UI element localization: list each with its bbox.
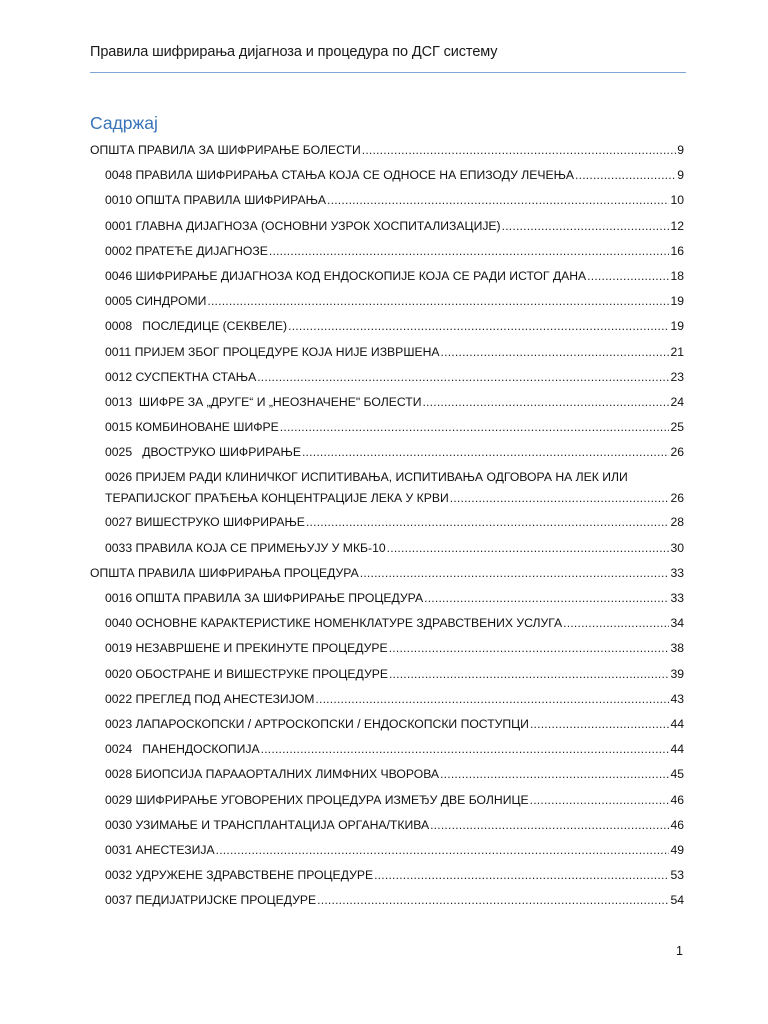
toc-entry[interactable] [90,440,684,465]
toc-entry-title: 0001 ГЛАВНА ДИЈАГНОЗА (ОСНОВНИ УЗРОК ХОСПИТАЛИЗАЦИЈЕ) [105,218,501,233]
toc-dot-leader [387,536,670,561]
toc-entry-title: 0025 ДВОСТРУКО ШИФРИРАЊЕ [105,445,301,460]
toc-entry[interactable] [90,636,684,661]
toc-entry-page: 34 [670,616,684,631]
toc-entry[interactable] [90,687,684,712]
toc-entry-page: 33 [670,565,684,580]
toc-entry-title: 0020 ОБОСТРАНЕ И ВИШЕСТРУКЕ ПРОЦЕДУРЕ [105,666,388,681]
toc-dot-leader [216,838,670,863]
toc-entry-title: 0037 ПЕДИЈАТРИЈСКЕ ПРОЦЕДУРЕ [105,893,317,908]
toc-dot-leader [424,586,669,611]
toc-entry[interactable] [90,788,684,813]
toc-entry-page: 16 [670,243,684,258]
toc-entry[interactable] [90,239,684,264]
toc-entry[interactable] [90,163,684,188]
toc-dot-leader [327,188,669,213]
toc-dot-leader [306,510,670,535]
toc-entry-title: 0027 ВИШЕСТРУКО ШИФРИРАЊЕ [105,515,305,530]
toc-dot-leader [280,415,670,440]
toc-entry[interactable] [90,188,684,213]
toc-entry-page: 54 [670,893,684,908]
toc-entry-page: 45 [670,767,684,782]
toc-dot-leader [530,788,670,813]
toc-entry-title: 0022 ПРЕГЛЕД ПОД АНЕСТЕЗИЈОМ [105,691,315,706]
running-header: Правила шифрирања дијагноза и процедура по ДСГ систему [90,44,498,60]
toc-entry-title: 0032 УДРУЖЕНЕ ЗДРАВСТВЕНЕ ПРОЦЕДУРЕ [105,868,374,883]
toc-dot-leader [502,214,670,239]
toc-entry[interactable] [90,611,684,636]
toc-entry-page: 26 [670,491,684,506]
toc-entry-page: 28 [670,515,684,530]
toc-entry[interactable] [90,888,684,913]
toc-entry-title: 0008 ПОСЛЕДИЦЕ (СЕКВЕЛЕ) [105,319,288,334]
toc-entry-page: 46 [670,817,684,832]
toc-entry-page: 19 [670,294,684,309]
toc-entry-page: 12 [670,218,684,233]
toc-dot-leader [422,390,669,415]
toc-dot-leader [360,561,670,586]
toc-entry-page: 39 [670,666,684,681]
table-of-contents [90,138,684,913]
toc-entry-title: 0029 ШИФРИРАЊЕ УГОВОРЕНИХ ПРОЦЕДУРА ИЗМЕЂУ ДВЕ БОЛНИЦЕ [105,792,529,807]
toc-dot-leader [317,888,669,913]
toc-entry-title: 0040 ОСНОВНЕ КАРАКТЕРИСТИКЕ НОМЕНКЛАТУРЕ ЗДРАВСТВЕНИХ УСЛУГА [105,616,563,631]
toc-dot-leader [269,239,670,264]
toc-entry-page: 10 [670,193,684,208]
toc-dot-leader [575,163,676,188]
toc-entry[interactable] [90,289,684,314]
toc-entry[interactable] [90,214,684,239]
toc-entry[interactable] [90,536,684,561]
toc-dot-leader [441,340,670,365]
toc-dot-leader [261,737,670,762]
toc-entry-title: 0023 ЛАПАРОСКОПСКИ / АРТРОСКОПСКИ / ЕНДОСКОПСКИ ПОСТУПЦИ [105,716,529,731]
toc-entry-page: 19 [670,319,684,334]
toc-entry-page: 26 [670,445,684,460]
toc-entry-page: 49 [670,842,684,857]
toc-entry[interactable] [90,390,684,415]
toc-entry[interactable] [90,863,684,888]
toc-entry-page: 38 [670,641,684,656]
toc-entry-title: 0026 ПРИЈЕМ РАДИ КЛИНИЧКОГ ИСПИТИВАЊА, ИСПИТИВАЊА ОДГОВОРА НА ЛЕК ИЛИ [105,470,628,485]
toc-dot-leader [302,440,669,465]
toc-entry-page: 9 [677,143,684,157]
toc-entry-title: 0015 КОМБИНОВАНЕ ШИФРЕ [105,420,279,435]
toc-dot-leader [207,289,669,314]
toc-entry-title: 0011 ПРИЈЕМ ЗБОГ ПРОЦЕДУРЕ КОЈА НИЈЕ ИЗВРШЕНА [105,344,440,359]
toc-dot-leader [389,636,670,661]
toc-entry-title: 0016 ОПШТА ПРАВИЛА ЗА ШИФРИРАЊЕ ПРОЦЕДУРА [105,591,424,605]
toc-entry-page: 33 [670,591,684,605]
page-number: 1 [676,944,683,958]
toc-dot-leader [440,762,669,787]
toc-entry-title: 0033 ПРАВИЛА КОЈА СЕ ПРИМЕЊУЈУ У МКБ-10 [105,540,386,555]
toc-entry-title: 0005 СИНДРОМИ [105,294,207,309]
toc-entry-page: 24 [670,394,684,409]
toc-entry[interactable] [90,138,684,163]
toc-entry-title: 0024 ПАНЕНДОСКОПИЈА [105,742,260,757]
toc-entry-title: ОПШТА ПРАВИЛА ЗА ШИФРИРАЊЕ БОЛЕСТИ [90,143,361,157]
toc-entry-title: 0031 АНЕСТЕЗИЈА [105,842,215,857]
toc-entry-title: ТЕРАПИЈСКОГ ПРАЋЕЊА КОНЦЕНТРАЦИЈЕ ЛЕКА У КРВИ [105,491,449,506]
toc-entry-title: 0019 НЕЗАВРШЕНЕ И ПРЕКИНУТЕ ПРОЦЕДУРЕ [105,641,388,656]
toc-entry-title: 0048 ПРАВИЛА ШИФРИРАЊА СТАЊА КОЈА СЕ ОДНОСЕ НА ЕПИЗОДУ ЛЕЧЕЊА [105,168,575,183]
toc-heading: Садржај [90,113,158,133]
toc-entry[interactable] [90,264,684,289]
toc-entry-page: 30 [670,540,684,555]
toc-entry[interactable] [90,340,684,365]
toc-dot-leader [450,487,670,510]
toc-entry-page: 18 [670,268,684,283]
toc-entry-page: 46 [670,792,684,807]
toc-entry-line[interactable] [90,467,684,487]
toc-entry-page: 53 [670,868,684,883]
toc-dot-leader [389,662,669,687]
toc-entry-page: 21 [670,344,684,359]
toc-entry[interactable] [90,813,684,838]
toc-entry-title: 0002 ПРАТЕЋЕ ДИЈАГНОЗЕ [105,243,268,258]
toc-entry-title: 0028 БИОПСИЈА ПАРААОРТАЛНИХ ЛИМФНИХ ЧВОРОВА [105,767,440,782]
toc-entry-title: ОПШТА ПРАВИЛА ШИФРИРАЊА ПРОЦЕДУРА [90,565,359,580]
toc-dot-leader [288,314,669,339]
toc-dot-leader [257,365,669,390]
toc-entry[interactable] [90,510,684,535]
toc-entry-title: 0030 УЗИМАЊЕ И ТРАНСПЛАНТАЦИЈА ОРГАНА/ТКИВА [105,817,430,832]
toc-entry-title: 0010 ОПШТА ПРАВИЛА ШИФРИРАЊА [105,193,327,208]
toc-entry[interactable] [90,487,684,510]
toc-entry[interactable] [90,662,684,687]
toc-entry-page: 9 [677,168,684,183]
toc-dot-leader [530,712,670,737]
toc-dot-leader [430,813,669,838]
toc-entry-page: 25 [670,420,684,435]
toc-entry-page: 43 [670,691,684,706]
toc-entry[interactable] [90,737,684,762]
toc-entry-title: 0046 ШИФРИРАЊЕ ДИЈАГНОЗА КОД ЕНДОСКОПИЈЕ КОЈА СЕ РАДИ ИСТОГ ДАНА [105,268,587,283]
toc-dot-leader [563,611,669,636]
toc-entry[interactable] [90,838,684,863]
toc-entry[interactable] [90,762,684,787]
toc-entry-title: 0012 СУСПЕКТНА СТАЊА [105,369,257,384]
toc-dot-leader [587,264,669,289]
toc-entry-page: 23 [670,369,684,384]
toc-entry[interactable] [90,561,684,586]
toc-entry[interactable] [90,314,684,339]
toc-entry-page: 44 [670,716,684,731]
toc-entry[interactable] [90,415,684,440]
toc-entry-page: 44 [670,742,684,757]
toc-dot-leader [374,863,669,888]
toc-entry[interactable] [90,712,684,737]
header-rule [90,72,686,73]
toc-entry-title: 0013 ШИФРЕ ЗА „ДРУГЕ“ И „НЕОЗНАЧЕНЕ" БОЛЕСТИ [105,394,422,409]
toc-entry[interactable] [90,586,684,611]
toc-dot-leader [315,687,669,712]
toc-dot-leader [362,138,676,163]
toc-entry[interactable] [90,365,684,390]
